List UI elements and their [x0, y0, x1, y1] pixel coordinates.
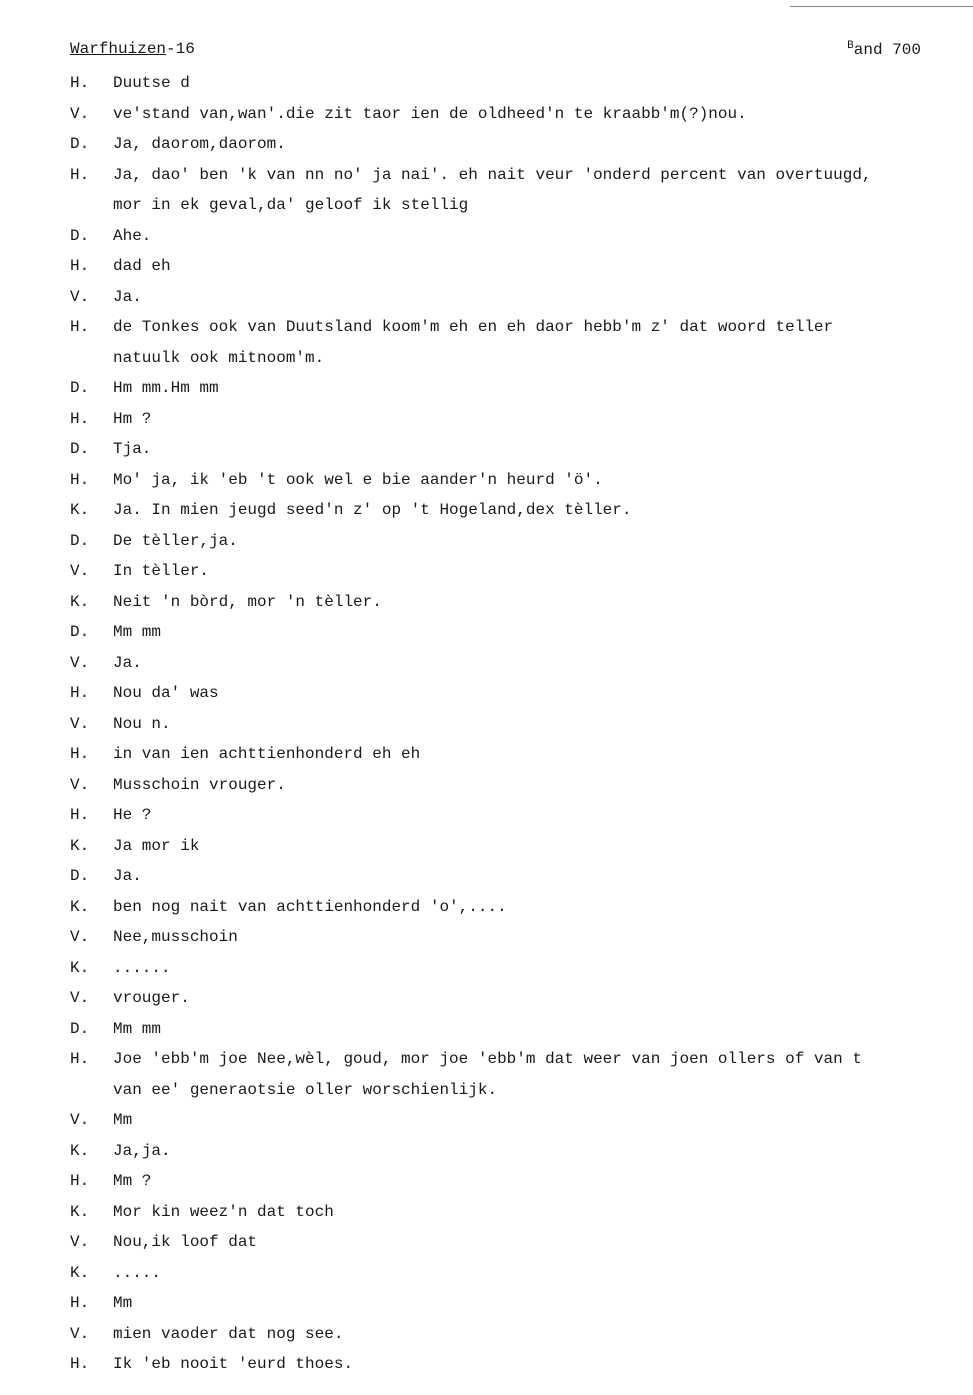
utterance-text: Ahe.	[113, 226, 152, 245]
transcript-line	[70, 99, 950, 130]
utterance-text: de Tonkes ook van Duutsland koom'm eh en eh daor hebb'm z' dat woord teller	[113, 318, 834, 336]
transcript-line	[70, 129, 950, 160]
speaker-label: V.	[70, 1324, 90, 1343]
transcript-line	[70, 404, 950, 435]
speaker-label: H.	[70, 806, 90, 824]
transcript-line	[70, 1075, 950, 1106]
utterance-text: ben nog nait van achttienhonderd 'o',....	[113, 897, 507, 916]
page-header	[70, 38, 921, 64]
speaker-label: V.	[70, 928, 90, 946]
speaker-label: H.	[70, 257, 90, 275]
transcript-line	[70, 190, 950, 221]
utterance-text: Neit 'n bòrd, mor 'n tèller.	[113, 592, 382, 611]
transcript-line	[70, 465, 950, 496]
transcript-line	[70, 1166, 950, 1197]
utterance-text: van ee' generaotsie oller worschienlijk.	[113, 1080, 498, 1099]
transcript-line	[70, 495, 950, 526]
transcript-line	[70, 1136, 950, 1167]
page-title	[70, 40, 195, 58]
utterance-text: Mm ?	[113, 1172, 152, 1190]
transcript-line	[70, 922, 950, 953]
transcript-line	[70, 861, 950, 892]
transcript-line	[70, 312, 950, 343]
utterance-text: Mm	[113, 1294, 133, 1312]
utterance-text: In tèller.	[113, 562, 210, 580]
speaker-label: V.	[70, 775, 90, 794]
utterance-text: Ja, daorom,daorom.	[113, 135, 286, 153]
utterance-text: Ja.	[113, 653, 142, 672]
utterance-text: Nee,musschoin	[113, 928, 238, 946]
speaker-label: H.	[70, 1355, 90, 1373]
utterance-text: Joe 'ebb'm joe Nee,wèl, goud, mor joe 'ebb'm dat weer van joen ollers of van t	[113, 1050, 862, 1068]
speaker-label: H.	[70, 1294, 90, 1312]
transcript-line	[70, 526, 950, 557]
speaker-label: H.	[70, 318, 90, 336]
speaker-label: V.	[70, 287, 90, 306]
transcript-line	[70, 1197, 950, 1228]
transcript-line	[70, 160, 950, 191]
speaker-label: H.	[70, 1172, 90, 1190]
transcript-line	[70, 770, 950, 801]
transcript-line	[70, 434, 950, 465]
utterance-text: Nou n.	[113, 714, 171, 733]
band-prefix: B	[847, 40, 854, 52]
speaker-label: H.	[70, 684, 90, 702]
speaker-label: D.	[70, 623, 90, 641]
speaker-label: D.	[70, 440, 90, 458]
transcript-line	[70, 800, 950, 831]
transcript-line	[70, 251, 950, 282]
transcript-line	[70, 678, 950, 709]
speaker-label: V.	[70, 1111, 90, 1129]
utterance-text: Musschoin vrouger.	[113, 775, 286, 794]
transcript-line	[70, 343, 950, 374]
speaker-label: V.	[70, 104, 90, 123]
transcript-line	[70, 1319, 950, 1350]
page-number: -16	[166, 40, 195, 58]
transcript-line	[70, 1349, 950, 1380]
speaker-label: K.	[70, 592, 90, 611]
utterance-text: De tèller,ja.	[113, 531, 238, 550]
speaker-label: D.	[70, 531, 90, 550]
transcript-line	[70, 953, 950, 984]
transcript-line	[70, 373, 950, 404]
utterance-text: Ik 'eb nooit 'eurd thoes.	[113, 1355, 354, 1373]
transcript-line	[70, 983, 950, 1014]
speaker-label: H.	[70, 74, 90, 92]
transcript-line	[70, 617, 950, 648]
utterance-text: Tja.	[113, 440, 152, 458]
utterance-text: mien vaoder dat nog see.	[113, 1324, 344, 1343]
utterance-text: natuulk ook mitnoom'm.	[113, 348, 325, 367]
transcript	[70, 68, 950, 1380]
speaker-label: V.	[70, 989, 90, 1007]
utterance-text: in van ien achttienhonderd eh eh	[113, 745, 421, 763]
speaker-label: V.	[70, 653, 90, 672]
speaker-label: D.	[70, 226, 90, 245]
speaker-label: H.	[70, 165, 90, 184]
utterance-text: Ja.	[113, 867, 142, 885]
utterance-text: ......	[113, 958, 171, 977]
transcript-line	[70, 282, 950, 313]
transcript-line	[70, 1105, 950, 1136]
speaker-label: K.	[70, 897, 90, 916]
utterance-text: vrouger.	[113, 989, 190, 1007]
speaker-label: K.	[70, 1202, 90, 1221]
speaker-label: H.	[70, 470, 90, 489]
utterance-text: Nou,ik loof dat	[113, 1233, 258, 1251]
utterance-text: Ja.	[113, 287, 142, 306]
transcript-line	[70, 892, 950, 923]
transcript-line	[70, 587, 950, 618]
transcript-line	[70, 1258, 950, 1289]
transcript-line	[70, 556, 950, 587]
utterance-text: Mor kin weez'n dat toch	[113, 1202, 334, 1221]
place-name: Warfhuizen	[70, 40, 167, 58]
transcript-line	[70, 709, 950, 740]
speaker-label: D.	[70, 1019, 90, 1038]
transcript-line	[70, 1014, 950, 1045]
speaker-label: K.	[70, 1263, 90, 1282]
utterance-text: Ja. In mien jeugd seed'n z' op 't Hogeland,dex tèller.	[113, 501, 632, 519]
speaker-label: V.	[70, 1233, 90, 1251]
utterance-text: .....	[113, 1263, 162, 1282]
speaker-label: V.	[70, 562, 90, 580]
transcript-line	[70, 68, 950, 99]
speaker-label: D.	[70, 867, 90, 885]
utterance-text: Ja,ja.	[113, 1141, 171, 1160]
transcript-line	[70, 648, 950, 679]
utterance-text: Mm	[113, 1111, 133, 1129]
utterance-text: Mo' ja, ik 'eb 't ook wel e bie aander'n heurd 'ö'.	[113, 470, 603, 489]
transcript-line	[70, 831, 950, 862]
transcript-line	[70, 1288, 950, 1319]
utterance-text: Hm ?	[113, 409, 152, 428]
speaker-label: D.	[70, 135, 90, 153]
band-number: and 700	[853, 41, 921, 59]
utterance-text: He ?	[113, 806, 152, 824]
utterance-text: Mm mm	[113, 623, 162, 641]
transcript-line	[70, 1044, 950, 1075]
utterance-text: Nou da' was	[113, 684, 219, 702]
speaker-label: K.	[70, 1141, 90, 1160]
speaker-label: K.	[70, 501, 90, 519]
speaker-label: H.	[70, 409, 90, 428]
utterance-text: Hm mm.Hm mm	[113, 379, 219, 397]
speaker-label: K.	[70, 958, 90, 977]
utterance-text: Duutse d	[113, 74, 190, 92]
speaker-label: D.	[70, 379, 90, 397]
speaker-label: K.	[70, 836, 90, 855]
utterance-text: ve'stand van,wan'.die zit taor ien de oldheed'n te kraabb'm(?)nou.	[113, 104, 747, 123]
top-rule	[790, 6, 973, 7]
utterance-text: mor in ek geval,da' geloof ik stellig	[113, 196, 469, 214]
utterance-text: Mm mm	[113, 1019, 162, 1038]
utterance-text: Ja, dao' ben 'k van nn no' ja nai'. eh nait veur 'onderd percent van overtuugd,	[113, 165, 872, 184]
transcript-line	[70, 221, 950, 252]
speaker-label: V.	[70, 714, 90, 733]
speaker-label: H.	[70, 745, 90, 763]
speaker-label: H.	[70, 1050, 90, 1068]
utterance-text: Ja mor ik	[113, 836, 200, 855]
utterance-text: dad eh	[113, 257, 171, 275]
band-label	[847, 40, 921, 59]
transcript-line	[70, 739, 950, 770]
transcript-line	[70, 1227, 950, 1258]
